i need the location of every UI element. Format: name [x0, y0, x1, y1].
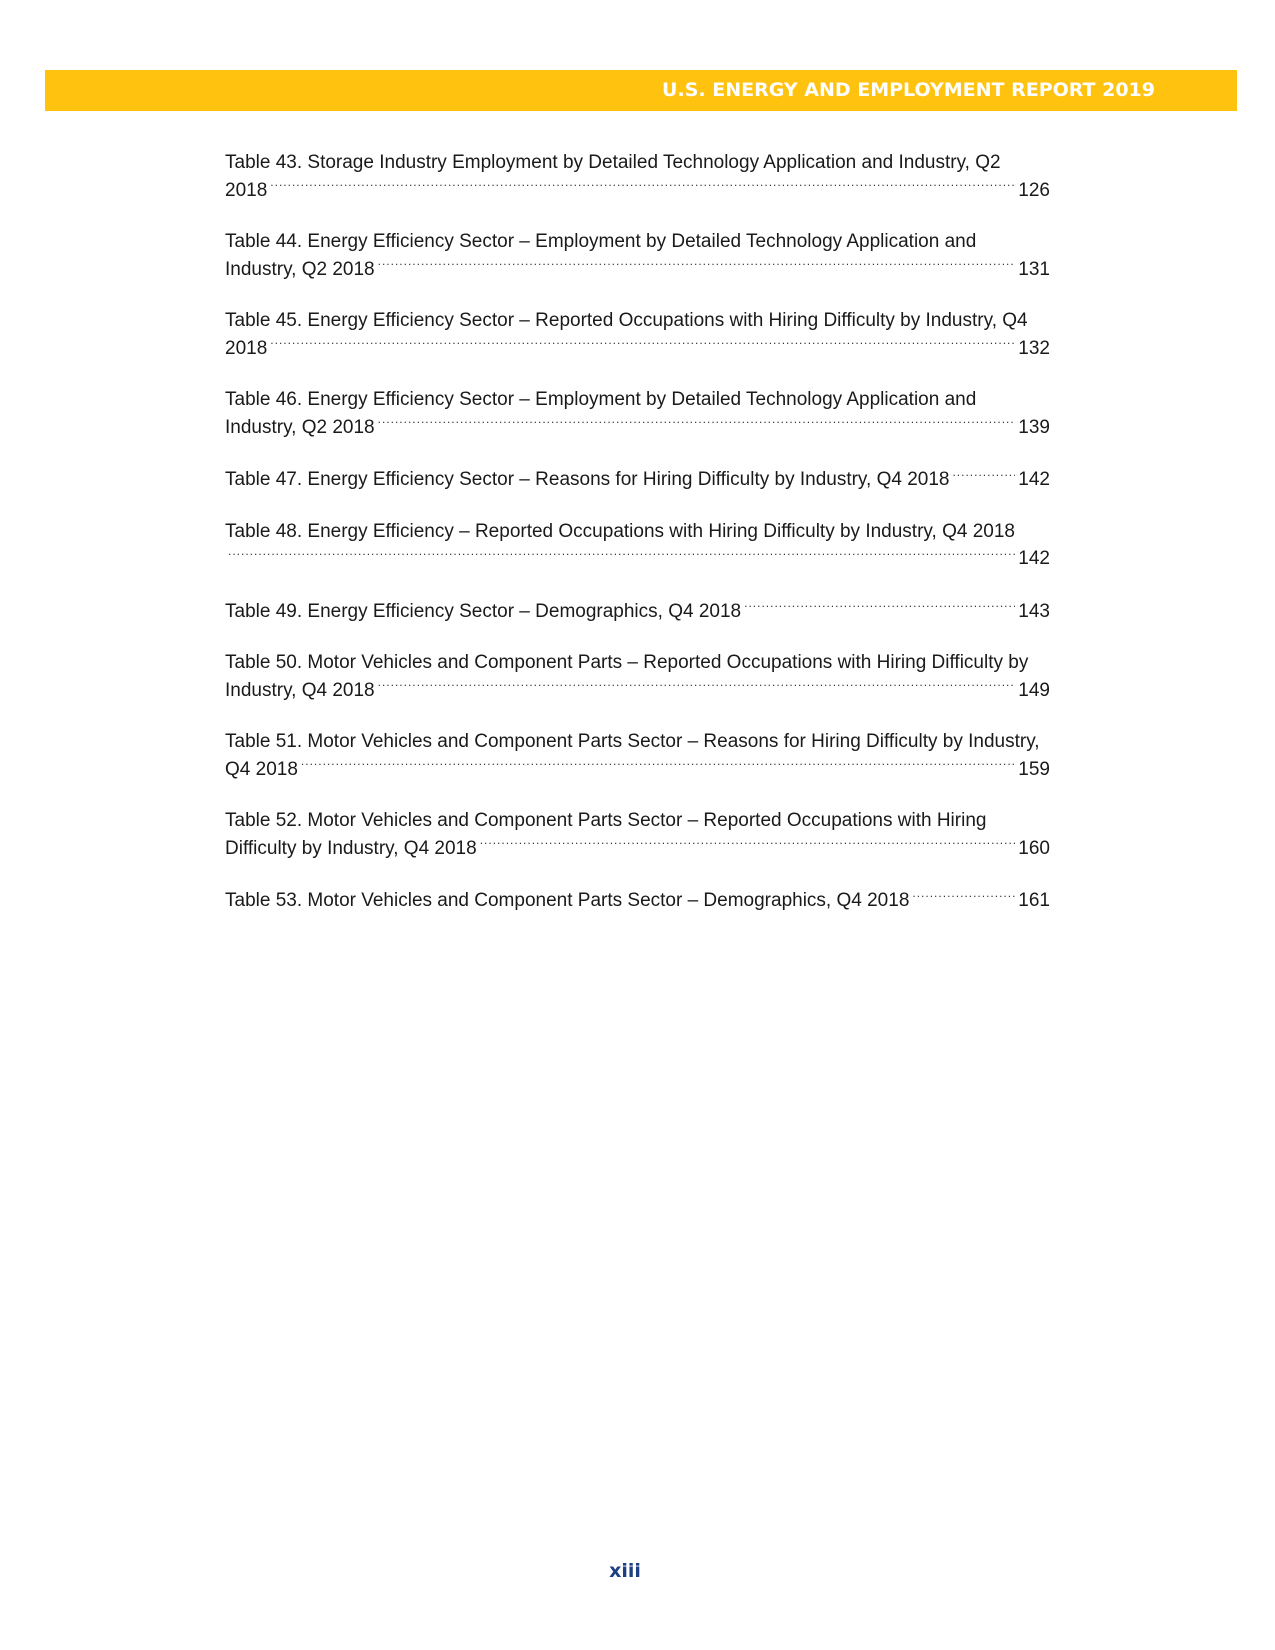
toc-entry-page-number: 126 — [1018, 179, 1050, 201]
toc-entry-table-48[interactable] — [225, 519, 1050, 572]
toc-entry-caption: Table 49. Energy Efficiency Sector – Demographics, Q4 2018 — [225, 600, 742, 622]
toc-entry-caption: Table 52. Motor Vehicles and Component Parts Sector – Reported Occupations with Hiring — [225, 810, 987, 831]
toc-entry-caption-continued: Industry, Q2 2018 — [225, 416, 375, 438]
table-of-contents-list — [225, 150, 1050, 914]
dot-leader — [228, 545, 1015, 564]
toc-entry-caption: Table 43. Storage Industry Employment by Detailed Technology Application and Industry, Q2 — [225, 152, 1001, 173]
toc-entry-table-50[interactable] — [225, 650, 1050, 703]
dot-leader — [378, 256, 1016, 275]
toc-entry-caption: Table 48. Energy Efficiency – Reported Occupations with Hiring Difficulty by Industry, Q4 2018 — [225, 520, 1015, 542]
toc-entry-table-53[interactable] — [225, 887, 1050, 914]
toc-entry-page-number: 131 — [1018, 258, 1050, 280]
dot-leader — [378, 677, 1016, 696]
toc-entry-caption: Table 50. Motor Vehicles and Component Parts – Reported Occupations with Hiring Difficulty by — [225, 652, 1029, 673]
toc-entry-table-47[interactable] — [225, 466, 1050, 493]
toc-entry-caption: Table 47. Energy Efficiency Sector – Reasons for Hiring Difficulty by Industry, Q4 2018 — [225, 469, 950, 490]
toc-entry-page-number: 160 — [1018, 837, 1050, 859]
toc-entry-table-44[interactable] — [225, 229, 1050, 282]
toc-entry-page-number: 142 — [1018, 469, 1050, 490]
toc-entry-table-49[interactable] — [225, 598, 1050, 625]
toc-entry-caption-continued: 2018 — [225, 337, 268, 359]
toc-entry-caption-continued: Q4 2018 — [225, 758, 298, 780]
toc-entry-caption: Table 53. Motor Vehicles and Component Parts Sector – Demographics, Q4 2018 — [225, 890, 910, 911]
toc-entry-page-number: 159 — [1018, 758, 1050, 780]
toc-entry-page-number: 142 — [1018, 548, 1050, 569]
footer-page-number: xiii — [609, 1560, 641, 1582]
toc-entry-page-number: 149 — [1018, 679, 1050, 701]
dot-leader — [301, 756, 1015, 775]
dot-leader — [952, 466, 1015, 485]
report-header-band — [45, 70, 1237, 111]
dot-leader — [480, 835, 1016, 854]
toc-entry-table-45[interactable] — [225, 308, 1050, 361]
toc-entry-page-number: 139 — [1018, 416, 1050, 438]
dot-leader — [912, 887, 1015, 906]
toc-entry-table-46[interactable] — [225, 387, 1050, 440]
dot-leader — [744, 598, 1015, 617]
dot-leader — [270, 177, 1015, 196]
toc-entry-caption-continued: Industry, Q2 2018 — [225, 258, 375, 280]
toc-entry-table-43[interactable] — [225, 150, 1050, 203]
toc-entry-table-52[interactable] — [225, 808, 1050, 861]
toc-entry-caption-continued: 2018 — [225, 179, 268, 201]
dot-leader — [378, 414, 1016, 433]
toc-entry-page-number: 143 — [1018, 600, 1050, 622]
toc-entry-page-number: 132 — [1018, 337, 1050, 359]
toc-entry-caption: Table 46. Energy Efficiency Sector – Employment by Detailed Technology Application and — [225, 389, 977, 410]
toc-entry-caption: Table 51. Motor Vehicles and Component Parts Sector – Reasons for Hiring Difficulty by Industry, — [225, 731, 1040, 752]
toc-entry-caption-continued: Difficulty by Industry, Q4 2018 — [225, 837, 477, 859]
dot-leader — [270, 335, 1015, 354]
toc-entry-page-number: 161 — [1018, 890, 1050, 911]
toc-entry-caption: Table 45. Energy Efficiency Sector – Reported Occupations with Hiring Difficulty by Industry, Q4 — [225, 310, 1028, 331]
report-title: U.S. ENERGY AND EMPLOYMENT REPORT 2019 — [662, 79, 1155, 101]
toc-entry-table-51[interactable] — [225, 729, 1050, 782]
toc-entry-caption-continued: Industry, Q4 2018 — [225, 679, 375, 701]
toc-entry-caption: Table 44. Energy Efficiency Sector – Employment by Detailed Technology Application and — [225, 231, 977, 252]
